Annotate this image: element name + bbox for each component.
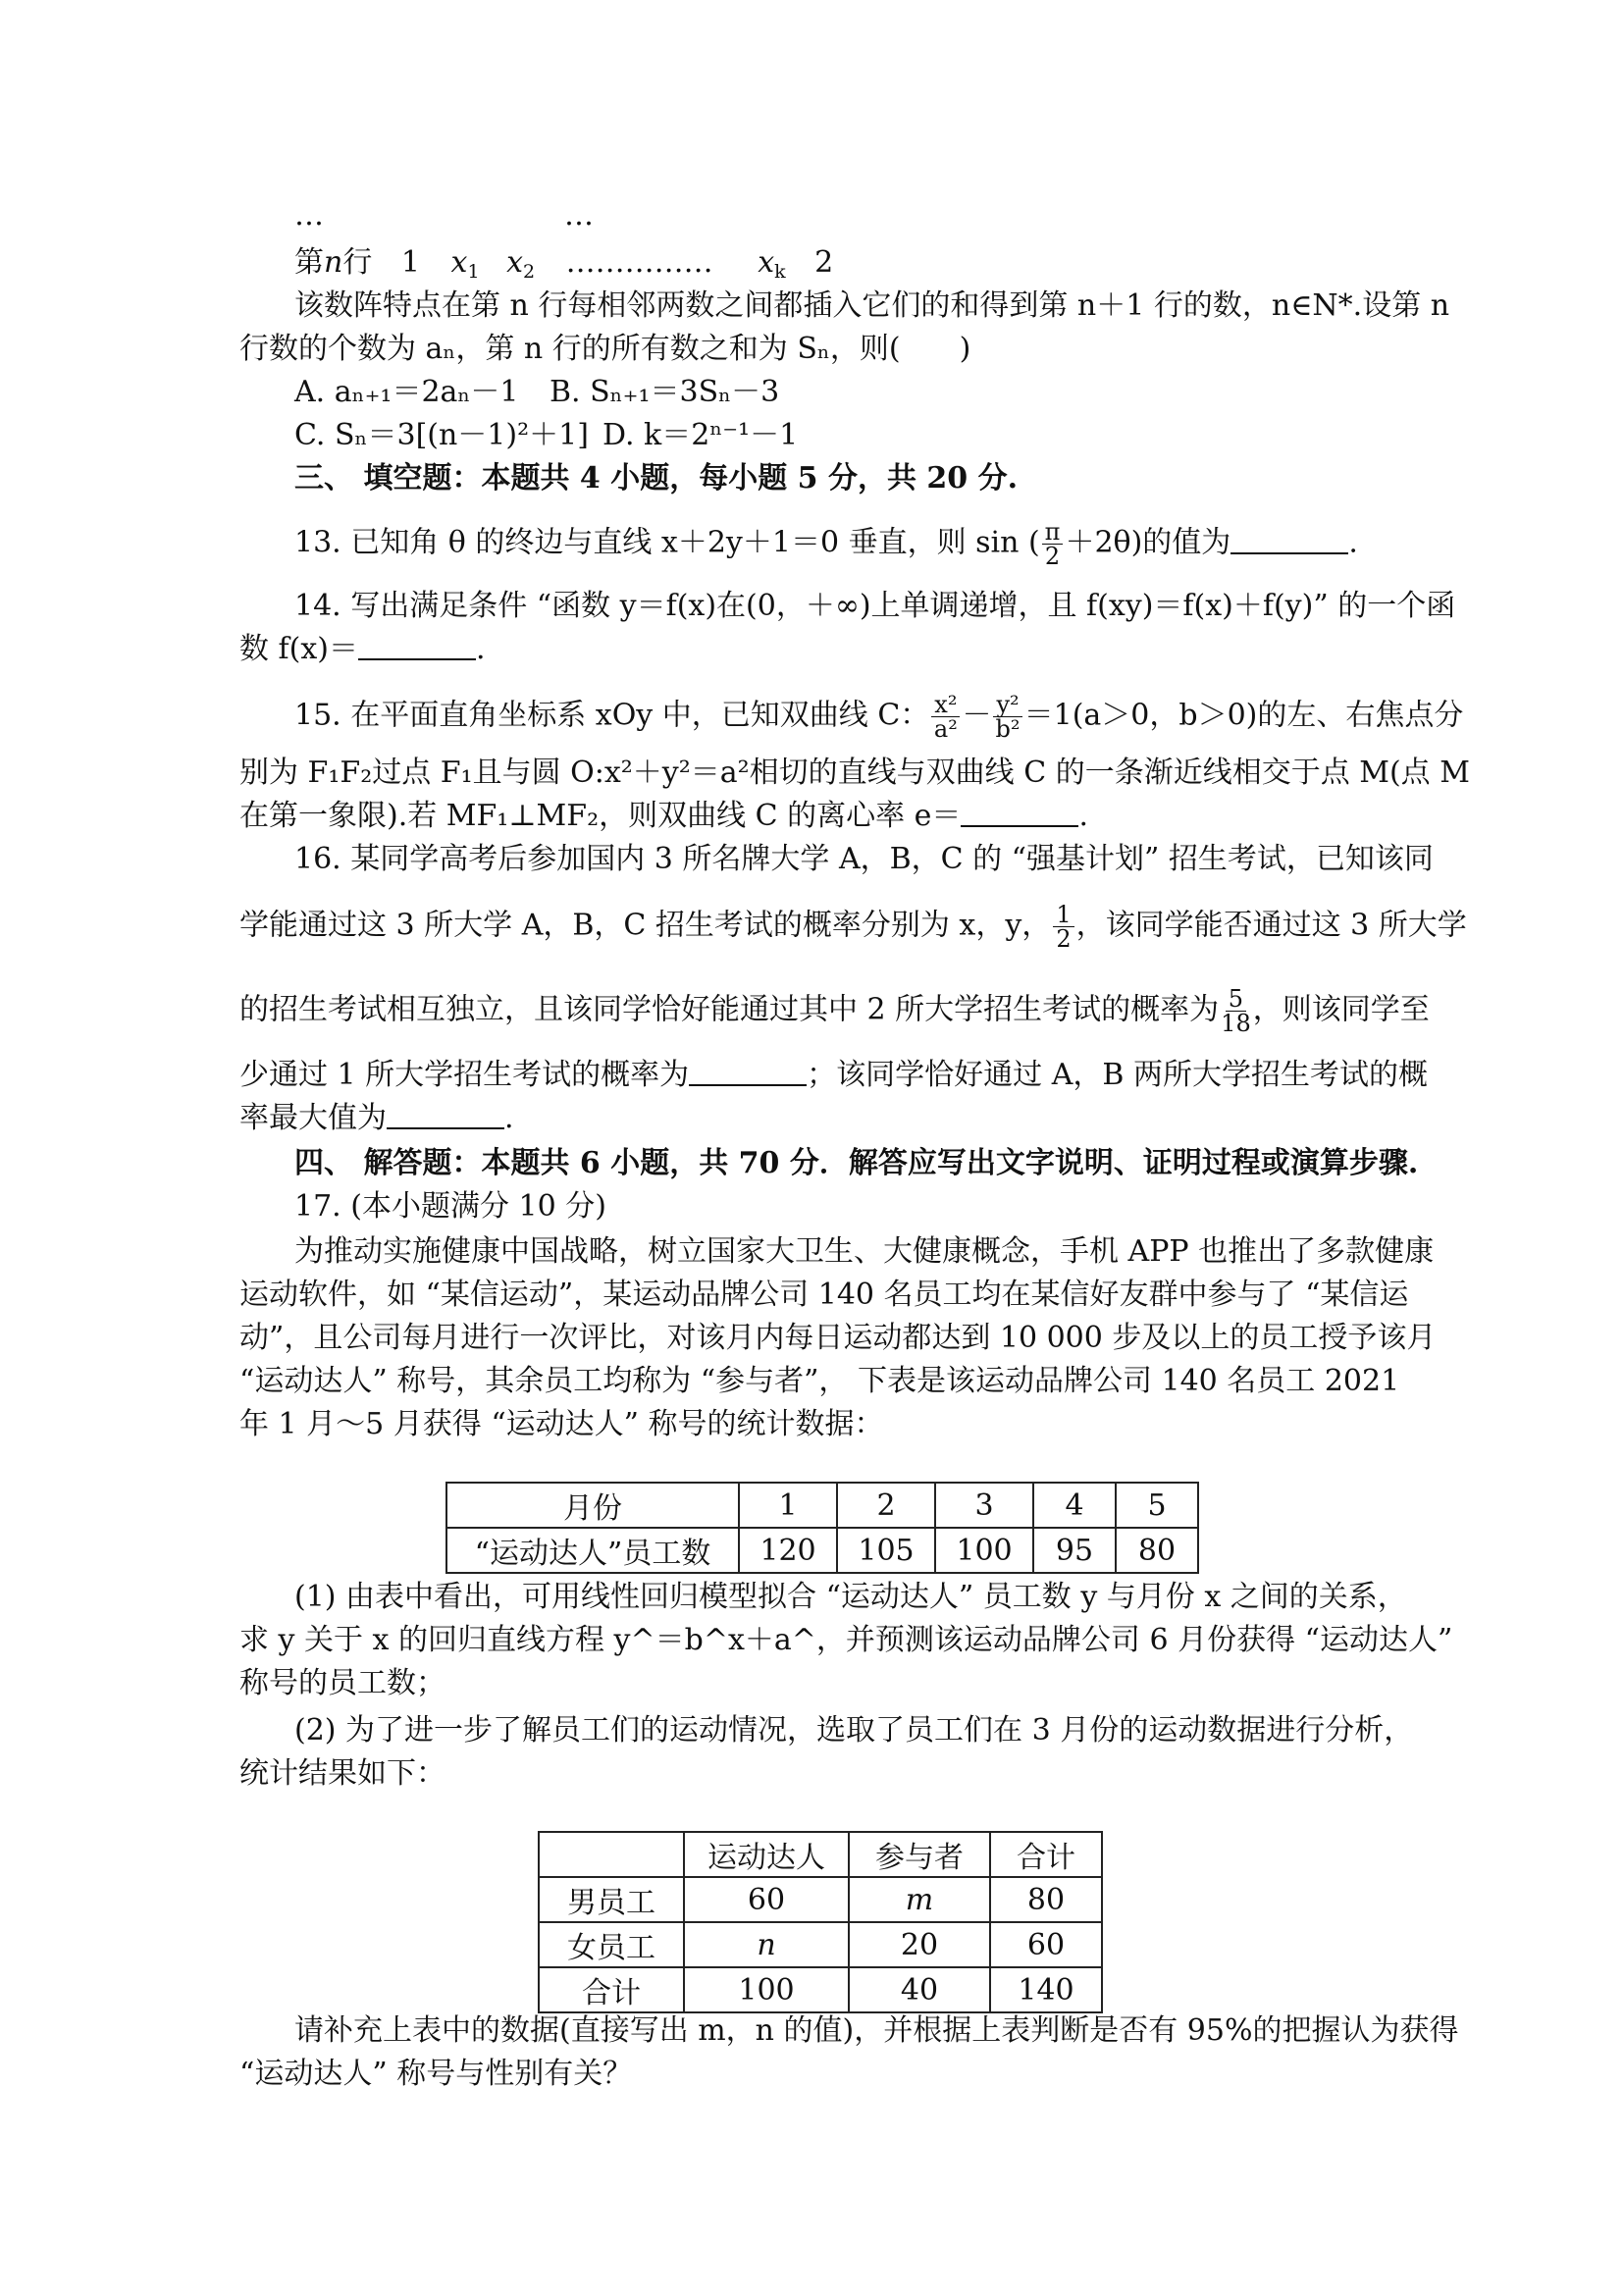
q16-frac-prob	[1221, 987, 1251, 1035]
table-cell: 3	[935, 1483, 1033, 1528]
q16-line4-post: ；该同学恰好通过 A，B 两所大学招生考试的概	[807, 1058, 1428, 1092]
q15-f2-num: y²	[993, 693, 1021, 717]
nth-row-first: 1	[400, 245, 420, 280]
q17-s2-l2: 统计结果如下：	[239, 1756, 445, 1791]
q17-p5: 年 1 月～5 月获得 “运动达人” 称号的统计数据：	[239, 1407, 884, 1441]
q16-line3-post: ，则该同学至	[1252, 992, 1430, 1027]
table-cell: 120	[739, 1528, 837, 1573]
q16-line4	[239, 1056, 1428, 1095]
table-cell: 女员工	[539, 1922, 684, 1967]
nth-row-xk-sub: k	[774, 261, 786, 283]
q17-p3: 动”，且公司每月进行一次评比，对该月内每日运动都达到 10 000 步及以上的员工授予该月	[239, 1321, 1437, 1355]
q16-g-den: 18	[1221, 1010, 1251, 1037]
ellipsis-left: …	[294, 198, 324, 233]
table-cell: 参与者	[849, 1832, 990, 1877]
table-cell	[539, 1832, 684, 1877]
q16-line1: 16. 某同学高考后参加国内 3 所名牌大学 A，B，C 的 “强基计划” 招生考试，已知该同	[294, 842, 1434, 876]
q15-line3-end: .	[1078, 799, 1088, 833]
nth-row-x1: x	[450, 245, 468, 280]
q15-line2: 别为 F₁F₂过点 F₁且与圆 O:x²＋y²＝a²相切的直线与双曲线 C 的一条渐近线相交于点 M(点 M	[239, 756, 1470, 790]
q16-frac-half	[1053, 903, 1073, 951]
table-cell: 合计	[990, 1832, 1102, 1877]
q16-line5-pre: 率最大值为	[239, 1101, 387, 1135]
q17-s1-l3: 称号的员工数；	[239, 1666, 445, 1700]
q16-line3	[239, 987, 1430, 1035]
q17-s3-l2: “运动达人” 称号与性别有关？	[239, 2057, 633, 2091]
table-cell: 2	[837, 1483, 935, 1528]
q14-line1: 14. 写出满足条件 “函数 y＝f(x)在(0，＋∞)上单调递增，且 f(xy)＝f(x)＋f(y)” 的一个函	[294, 589, 1456, 623]
table-cell: 100	[684, 1967, 849, 2012]
q16-line5-end: .	[504, 1101, 514, 1135]
table-cell: 男员工	[539, 1877, 684, 1922]
section-3-heading: 三、 填空题：本题共 4 小题，每小题 5 分，共 20 分.	[294, 461, 1019, 496]
table-cell: 4	[1033, 1483, 1116, 1528]
q17-p1: 为推动实施健康中国战略，树立国家大卫生、大健康概念，手机 APP 也推出了多款健康	[294, 1234, 1435, 1269]
nth-row-x1-sub: 1	[467, 261, 480, 283]
q17-title: 17. (本小题满分 10 分)	[294, 1189, 606, 1224]
table-cell: 80	[990, 1877, 1102, 1922]
nth-row-xk: x	[758, 245, 775, 280]
q15-frac-1	[931, 693, 960, 741]
q13-den: 2	[1044, 543, 1061, 570]
nth-row-dots: ……………	[565, 245, 713, 280]
q13-frac	[1042, 520, 1064, 568]
table-cell: 80	[1116, 1528, 1198, 1573]
table-cell: 合计	[539, 1967, 684, 2012]
table-row	[446, 1528, 1198, 1573]
nth-row-x2-sub: 2	[523, 261, 536, 283]
table-cell: 5	[1116, 1483, 1198, 1528]
q15-pre: 15. 在平面直角坐标系 xOy 中，已知双曲线 C：	[294, 698, 930, 733]
q13-end: .	[1348, 525, 1358, 560]
table-cell: 20	[849, 1922, 990, 1967]
table-cell: 60	[684, 1877, 849, 1922]
q14-answer-blank	[358, 633, 476, 660]
q12-line1: 该数阵特点在第 n 行每相邻两数之间都插入它们的和得到第 n＋1 行的数，n∈N*.设第 n	[294, 288, 1450, 323]
q13-num: π	[1042, 520, 1064, 545]
table-cell: 运动达人	[684, 1832, 849, 1877]
nth-row-x2: x	[506, 245, 523, 280]
table-cell: 60	[990, 1922, 1102, 1967]
q16-g-num: 5	[1226, 987, 1246, 1012]
nth-row-last: 2	[814, 245, 834, 280]
q17-s1-l1: (1) 由表中看出，可用线性回归模型拟合 “运动达人” 员工数 y 与月份 x 之间的关系，	[294, 1580, 1407, 1614]
table-contingency	[538, 1831, 1103, 2013]
table-cell: “运动达人”员工数	[446, 1528, 739, 1573]
q16-line3-pre: 的招生考试相互独立，且该同学恰好能通过其中 2 所大学招生考试的概率为	[239, 992, 1220, 1027]
q12-line2: 行数的个数为 aₙ，第 n 行的所有数之和为 Sₙ，则( )	[239, 332, 971, 366]
q13	[294, 520, 1358, 568]
q16-f-den: 2	[1056, 925, 1072, 953]
q15-frac-2	[993, 693, 1021, 741]
q15-line3-pre: 在第一象限).若 MF₁⊥MF₂，则双曲线 C 的离心率 e＝	[239, 799, 962, 833]
table-row	[446, 1483, 1198, 1528]
q13-answer-blank	[1230, 527, 1348, 554]
table-cell: 95	[1033, 1528, 1116, 1573]
q12-option-d: D. k＝2ⁿ⁻¹－1	[602, 418, 799, 452]
q17-s2-l1: (2) 为了进一步了解员工们的运动情况，选取了员工们在 3 月份的运动数据进行分析，	[294, 1713, 1414, 1748]
q15-answer-blank	[961, 800, 1078, 827]
nth-row-label-pre: 第	[294, 245, 324, 280]
table-monthly-stats	[445, 1482, 1199, 1574]
table-cell: 1	[739, 1483, 837, 1528]
q17-s3-l1: 请补充上表中的数据(直接写出 m，n 的值)，并根据上表判断是否有 95%的把握认为获得	[294, 2013, 1459, 2048]
q16-line2-pre: 学能通过这 3 所大学 A，B，C 招生考试的概率分别为 x，y，	[239, 908, 1052, 943]
q15-line1	[294, 693, 1463, 741]
table-row	[539, 1922, 1102, 1967]
q12-option-a: A. aₙ₊₁＝2aₙ－1	[294, 375, 519, 409]
nth-row-label-post: 行	[342, 245, 373, 280]
table-cell: 40	[849, 1967, 990, 2012]
table-cell: 105	[837, 1528, 935, 1573]
q15-line3	[239, 797, 1088, 836]
q16-line2	[239, 903, 1467, 951]
table-row	[539, 1832, 1102, 1877]
q15-f2-den: b²	[995, 715, 1021, 743]
q17-p2: 运动软件，如 “某信运动”，某运动品牌公司 140 名员工均在某信好友群中参与了 “某信运	[239, 1278, 1409, 1312]
q15-minus: －	[962, 698, 992, 733]
table-cell: 月份	[446, 1483, 739, 1528]
q17-p4: “运动达人” 称号，其余员工均称为 “参与者”， 下表是该运动品牌公司 140 名员工 2021	[239, 1364, 1400, 1398]
q15-f1-num: x²	[931, 693, 960, 717]
table-row	[539, 1877, 1102, 1922]
ellipsis-right: …	[564, 198, 594, 233]
table-cell: m	[849, 1877, 990, 1922]
section-4-heading: 四、 解答题：本题共 6 小题，共 70 分．解答应写出文字说明、证明过程或演算步骤.	[294, 1146, 1419, 1180]
q14-line2	[239, 630, 486, 669]
q16-line4-pre: 少通过 1 所大学招生考试的概率为	[239, 1058, 690, 1092]
q15-f1-den: a²	[933, 715, 958, 743]
table-cell: 140	[990, 1967, 1102, 2012]
q16-answer-blank-1	[689, 1059, 807, 1086]
table-cell: 100	[935, 1528, 1033, 1573]
q13-post: ＋2θ)的值为	[1065, 525, 1231, 560]
q16-f-num: 1	[1053, 903, 1073, 927]
q17-s1-l2: 求 y 关于 x 的回归直线方程 y^＝b^x＋a^，并预测该运动品牌公司 6 月份获得 “运动达人”	[239, 1623, 1453, 1657]
q15-post: ＝1(a＞0，b＞0)的左、右焦点分	[1023, 698, 1464, 733]
q12-option-c: C. Sₙ＝3[(n－1)²＋1]	[294, 418, 589, 452]
table-cell: n	[684, 1922, 849, 1967]
q16-line5	[239, 1099, 514, 1138]
q13-pre: 13. 已知角 θ 的终边与直线 x＋2y＋1＝0 垂直，则 sin (	[294, 525, 1040, 560]
nth-row-n: n	[324, 245, 343, 280]
nth-row-line	[294, 243, 833, 291]
q14-line2-pre: 数 f(x)＝	[239, 632, 358, 666]
q16-line2-post: ，该同学能否通过这 3 所大学	[1075, 908, 1467, 943]
q12-option-b: B. Sₙ₊₁＝3Sₙ－3	[550, 375, 780, 409]
q14-line2-end: .	[475, 632, 486, 666]
table-row	[539, 1967, 1102, 2012]
q16-answer-blank-2	[387, 1102, 504, 1129]
